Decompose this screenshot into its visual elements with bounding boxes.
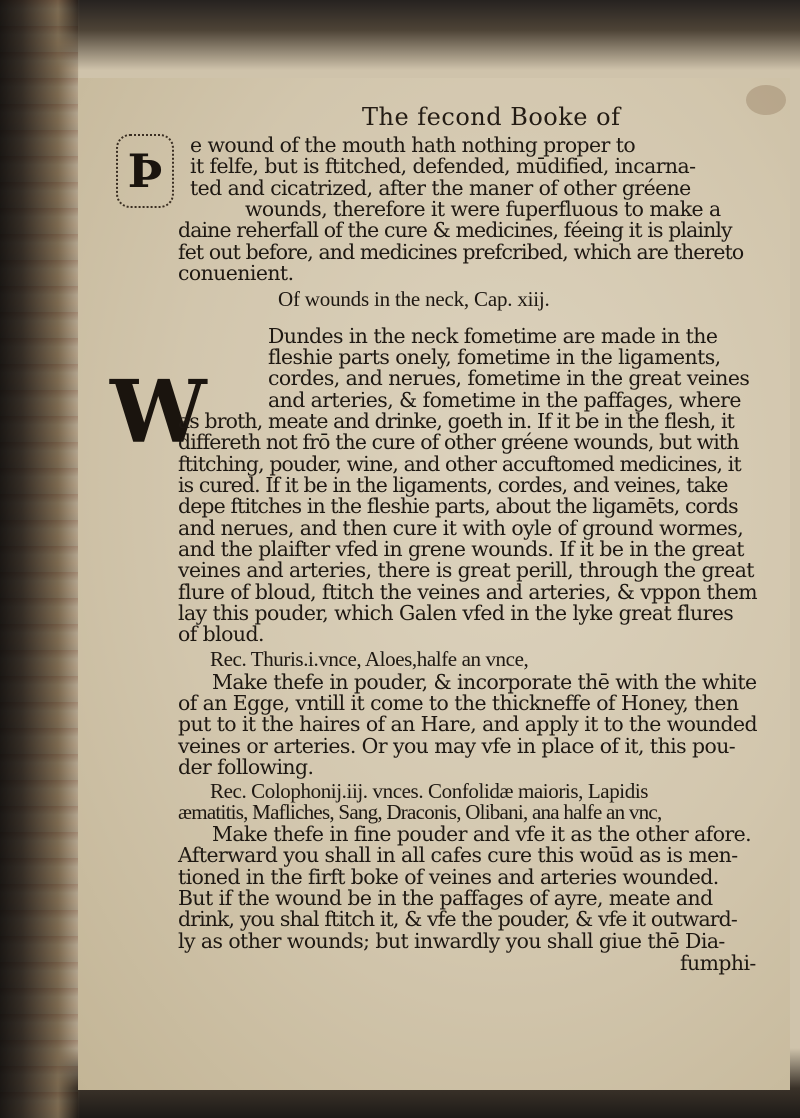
para1-line-3: ted and cicatrized, after the maner of other gréene [190,176,691,200]
recipe-1: Rec. Thuris.i.vnce, Aloes,halfe an vnce, [210,647,529,671]
para3-line-2: of an Egge, vntill it come to the thickneffe of Honey, then [178,691,739,715]
para2-line-3: cordes, and nerues, fometime in the great veines [268,366,750,390]
para2-line-2: fleshie parts onely, fometime in the ligaments, [268,345,721,369]
para2-line-12: veines and arteries, there is great perill, through the great [178,558,754,582]
para4-line-2: Afterward you shall in all cafes cure this woūd as is men- [178,843,738,867]
para2-line-6: differeth not frō the cure of other gréene wounds, but with [178,430,739,454]
drop-cap-w: W [110,362,207,463]
para2-line-14: lay this pouder, which Galen vfed in the lyke great flures [178,601,734,625]
para1-line-1: e wound of the mouth hath nothing proper to [190,133,636,157]
para3-line-5: der following. [178,755,314,779]
para4-line-6: ly as other wounds; but inwardly you shall giue thē Dia- [178,929,725,953]
para1-line-2: it felfe, but is ftitched, defended, mūdified, incarna- [190,154,696,178]
para4-line-4: But if the wound be in the paffages of ayre, meate and [178,886,713,910]
para3-line-3: put to it the haires of an Hare, and apply it to the wounded [178,712,758,736]
book-gutter [0,0,78,1118]
para2-line-7: ftitching, pouder, wine, and other accuftomed medicines, it [178,452,741,476]
para2-line-8: is cured. If it be in the ligaments, cordes, and veines, take [178,473,728,497]
para4-line-5: drink, you shal ftitch it, & vfe the pouder, & vfe it outward- [178,907,737,931]
para1-line-7: conuenient. [178,261,294,285]
drop-cap-ornate: Þ [116,134,174,208]
para2-line-10: and nerues, and then cure it with oyle of ground wormes, [178,516,744,540]
para3-line-1: Make thefe in pouder, & incorporate thē with the white [212,670,757,694]
para2-line-4: and arteries, & fometime in the paffages, where [268,388,741,412]
recipe-2-line-2: æmatitis, Mafliches, Sang, Draconis, Olibani, ana halfe an vnc, [178,800,662,824]
para3-line-4: veines or arteries. Or you may vfe in place of it, this pou- [178,734,736,758]
para2-line-11: and the plaifter vfed in grene wounds. If it be in the great [178,537,744,561]
section-heading: Of wounds in the neck, Cap. xiij. [278,287,550,311]
para2-line-9: depe ftitches in the fleshie parts, about the ligamēts, cords [178,494,738,518]
paper-stain [746,85,786,115]
para2-line-5: as broth, meate and drinke, goeth in. If it be in the flesh, it [178,409,735,433]
para1-line-4: wounds, therefore it were fuperfluous to make a [245,197,721,221]
para1-line-6: fet out before, and medicines prefcribed, which are thereto [178,240,744,264]
para2-line-13: flure of bloud, ftitch the veines and arteries, & vppon them [178,580,758,604]
para4-line-3: tioned in the firft boke of veines and arteries wounded. [178,865,719,889]
catchword: fumphi- [680,951,756,975]
running-header: The fecond Booke of [362,103,621,131]
para2-line-1: Dundes in the neck fometime are made in the [268,324,718,348]
para2-line-15: of bloud. [178,622,264,646]
para4-line-1: Make thefe in fine pouder and vfe it as the other afore. [212,822,752,846]
recipe-2-line-1: Rec. Colophonij.iij. vnces. Confolidæ maioris, Lapidis [210,779,649,803]
para1-line-5: daine reherfall of the cure & medicines, féeing it is plainly [178,218,732,242]
